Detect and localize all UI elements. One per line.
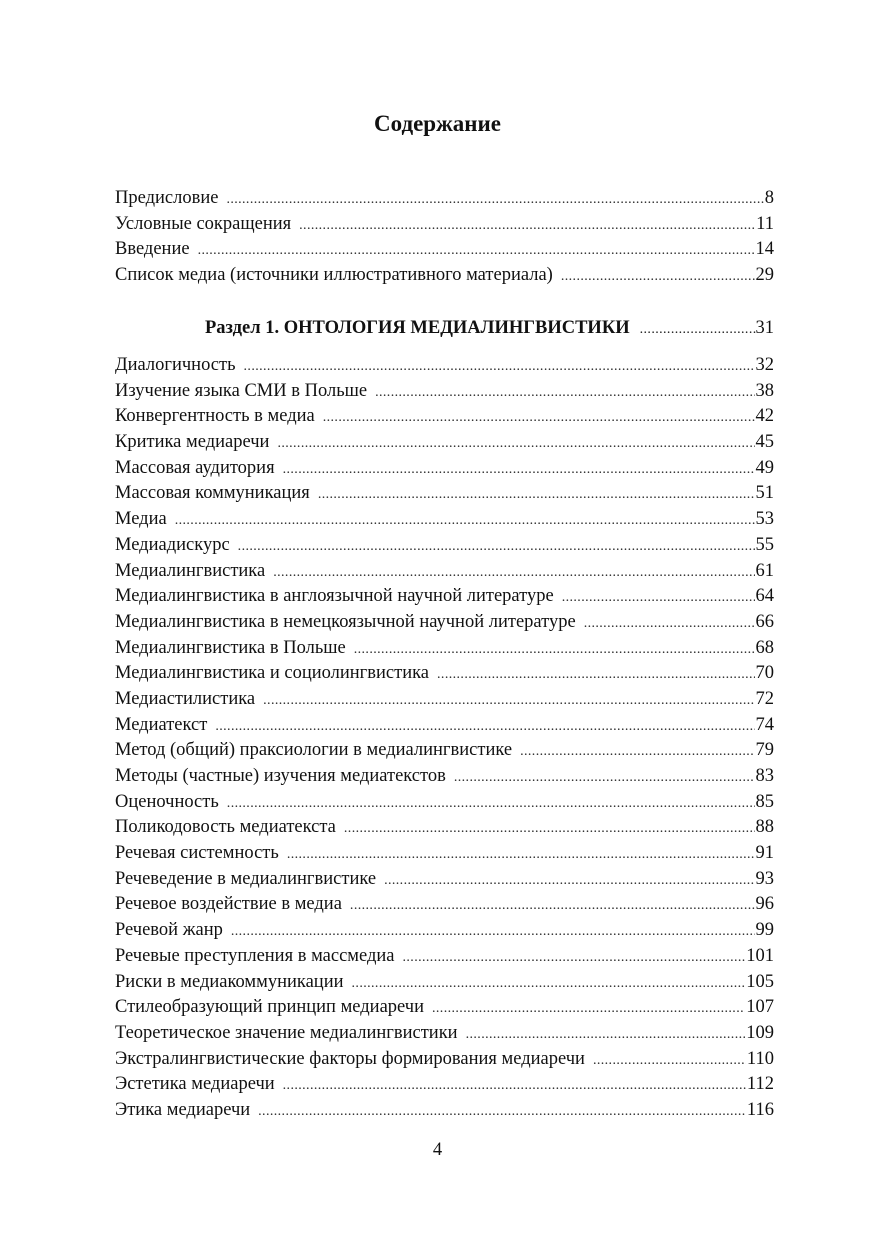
toc-entry-page: 68 — [755, 637, 774, 658]
toc-entry — [115, 944, 774, 970]
toc-entry-page: 91 — [755, 843, 774, 864]
toc-entry — [115, 764, 774, 790]
dot-leader — [593, 1048, 746, 1074]
toc-entry — [115, 237, 774, 263]
dot-leader — [437, 662, 754, 688]
dot-leader — [263, 688, 754, 714]
toc-entry-label: Предисловие — [115, 188, 219, 208]
toc-entry — [115, 212, 774, 238]
dot-leader — [258, 1099, 746, 1125]
toc-entry-label: Конвергентность в медиа — [115, 406, 315, 427]
toc-entry — [115, 636, 774, 662]
toc-entry-label: Введение — [115, 239, 190, 260]
toc-entry-page: 38 — [755, 380, 774, 401]
dot-leader — [299, 213, 755, 239]
toc-entry — [115, 713, 774, 739]
dot-leader — [244, 354, 755, 380]
toc-entry-label: Условные сокращения — [115, 213, 292, 234]
section-heading-label: Раздел 1. ОНТОЛОГИЯ МЕДИАЛИНГВИСТИКИ — [205, 318, 630, 338]
dot-leader — [323, 405, 755, 431]
dot-leader — [375, 380, 754, 406]
toc-entry-label: Медиалингвистика — [115, 560, 266, 581]
toc-entry — [115, 790, 774, 816]
toc-entry-label: Речевой жанр — [115, 920, 223, 941]
toc-entry-label: Стилеобразующий принцип медиаречи — [115, 997, 424, 1018]
dot-leader — [466, 1022, 746, 1048]
toc-entry — [115, 559, 774, 585]
toc-entry-page: 105 — [746, 971, 774, 992]
dot-leader — [198, 238, 755, 264]
toc-entry-page: 101 — [746, 945, 774, 966]
dot-leader — [283, 1073, 746, 1099]
toc-entry-label: Медиа — [115, 509, 167, 530]
toc-entry-page: 66 — [755, 611, 774, 632]
toc-entry — [115, 430, 774, 456]
dot-leader — [350, 893, 755, 919]
toc-entry-label: Теоретическое значение медиалингвистики — [115, 1022, 458, 1043]
toc-entry-page: 74 — [755, 714, 774, 735]
toc-entry-label: Речеведение в медиалингвистике — [115, 868, 377, 889]
toc-entry — [115, 918, 774, 944]
toc-entry-page: 14 — [755, 239, 774, 260]
toc-entry — [115, 970, 774, 996]
toc-entry — [115, 1021, 774, 1047]
toc-entry-page: 55 — [755, 534, 774, 555]
dot-leader — [175, 508, 755, 534]
dot-leader — [273, 560, 754, 586]
dot-leader — [352, 971, 746, 997]
toc-entry-label: Оценочность — [115, 791, 219, 812]
dot-leader — [403, 945, 746, 971]
toc-entry — [115, 263, 774, 289]
toc-entry-page: 93 — [755, 868, 774, 889]
toc-front-matter — [115, 186, 774, 289]
toc-entry-label: Медиалингвистика в Польше — [115, 637, 346, 658]
toc-entry-page: 11 — [756, 213, 774, 234]
dot-leader — [454, 765, 755, 791]
toc-entry-label: Массовая коммуникация — [115, 483, 310, 504]
toc-entry-page: 8 — [764, 188, 774, 208]
section-heading-page: 31 — [755, 318, 774, 338]
toc-entry — [115, 1072, 774, 1098]
toc-entry — [115, 1098, 774, 1124]
toc-entry — [115, 404, 774, 430]
toc-entry-label: Методы (частные) изучения медиатекстов — [115, 766, 446, 786]
toc-entry-label: Речевое воздействие в медиа — [115, 894, 342, 915]
toc-entry-page: 88 — [755, 817, 774, 838]
toc-entry-page: 32 — [755, 355, 774, 375]
toc-entry-page: 45 — [755, 432, 774, 453]
toc-entry-label: Эстетика медиаречи — [115, 1074, 275, 1095]
toc-entry-page: 61 — [755, 560, 774, 581]
toc-entry — [115, 379, 774, 405]
toc-entry-page: 99 — [755, 920, 774, 941]
toc-entry-label: Диалогичность — [115, 355, 236, 375]
dot-leader — [215, 714, 754, 740]
toc-entry-page: 83 — [755, 766, 774, 786]
toc-entry-page: 107 — [746, 997, 774, 1018]
toc-entry — [115, 867, 774, 893]
toc-entry-label: Изучение языка СМИ в Польше — [115, 380, 368, 401]
toc-entry — [115, 481, 774, 507]
toc-entry — [115, 815, 774, 841]
toc-entry-label: Медиалингвистика и социолингвистика — [115, 663, 430, 684]
toc-entry-label: Этика медиаречи — [115, 1099, 251, 1120]
toc-entry-page: 79 — [755, 740, 774, 761]
toc-entry-label: Речевые преступления в массмедиа — [115, 945, 395, 966]
dot-leader — [561, 264, 755, 290]
dot-leader — [283, 457, 755, 483]
dot-leader — [384, 868, 754, 894]
toc-entry — [115, 687, 774, 713]
toc-entry — [115, 841, 774, 867]
toc-entry-label: Медиастилистика — [115, 688, 256, 709]
toc-entry-page: 110 — [746, 1048, 774, 1069]
toc-entry-label: Критика медиаречи — [115, 432, 270, 453]
toc-entry-label: Медиатекст — [115, 714, 208, 735]
toc-entry-page: 53 — [755, 509, 774, 530]
dot-leader — [520, 739, 754, 765]
dot-leader — [432, 996, 745, 1022]
toc-entry-page: 112 — [746, 1074, 774, 1095]
dot-leader — [238, 534, 755, 560]
toc-entry-page: 96 — [755, 894, 774, 915]
section-heading — [205, 315, 774, 343]
dot-leader — [640, 317, 756, 343]
toc-entry — [115, 995, 774, 1021]
page-title: Содержание — [374, 111, 501, 136]
toc-entry-label: Метод (общий) праксиологии в медиалингвистике — [115, 740, 513, 761]
toc-entry-page: 51 — [755, 483, 774, 504]
toc-entry-label: Медиалингвистика в англоязычной научной литературе — [115, 586, 554, 607]
toc-entry-page: 116 — [746, 1099, 774, 1120]
dot-leader — [354, 637, 755, 663]
toc-section-entries — [115, 353, 774, 1124]
toc-entry-label: Речевая системность — [115, 843, 279, 864]
dot-leader — [584, 611, 755, 637]
toc-entry-page: 49 — [755, 457, 774, 478]
toc-entry-label: Поликодовость медиатекста — [115, 817, 336, 838]
toc-entry-label: Список медиа (источники иллюстративного материала) — [115, 265, 553, 286]
toc-entry — [115, 1047, 774, 1073]
toc-entry — [115, 186, 774, 212]
toc-entry-label: Массовая аудитория — [115, 457, 275, 478]
dot-leader — [231, 919, 755, 945]
toc-entry-page: 42 — [755, 406, 774, 427]
toc-entry-page: 72 — [755, 688, 774, 709]
dot-leader — [318, 482, 755, 508]
toc-entry — [115, 661, 774, 687]
dot-leader — [287, 842, 755, 868]
dot-leader — [226, 187, 763, 213]
toc-entry-page: 109 — [746, 1022, 774, 1043]
toc-entry — [115, 892, 774, 918]
toc-entry-page: 29 — [755, 265, 774, 286]
toc-entry — [115, 610, 774, 636]
dot-leader — [227, 791, 755, 817]
toc-entry-page: 85 — [755, 791, 774, 812]
toc-entry-label: Медиалингвистика в немецкоязычной научной литературе — [115, 611, 576, 632]
dot-leader — [277, 431, 754, 457]
toc-entry — [115, 353, 774, 379]
page-number: 4 — [432, 1140, 443, 1160]
toc-entry — [115, 507, 774, 533]
toc-entry — [115, 738, 774, 764]
toc-entry-label: Медиадискурс — [115, 534, 230, 555]
toc-entry — [115, 584, 774, 610]
toc-entry-label: Риски в медиакоммуникации — [115, 971, 344, 992]
toc-entry — [115, 533, 774, 559]
dot-leader — [344, 816, 755, 842]
toc-entry-page: 64 — [755, 586, 774, 607]
toc-entry-label: Экстралингвистические факторы формирования медиаречи — [115, 1048, 585, 1069]
dot-leader — [562, 585, 755, 611]
toc-entry-page: 70 — [755, 663, 774, 684]
toc-entry — [115, 456, 774, 482]
